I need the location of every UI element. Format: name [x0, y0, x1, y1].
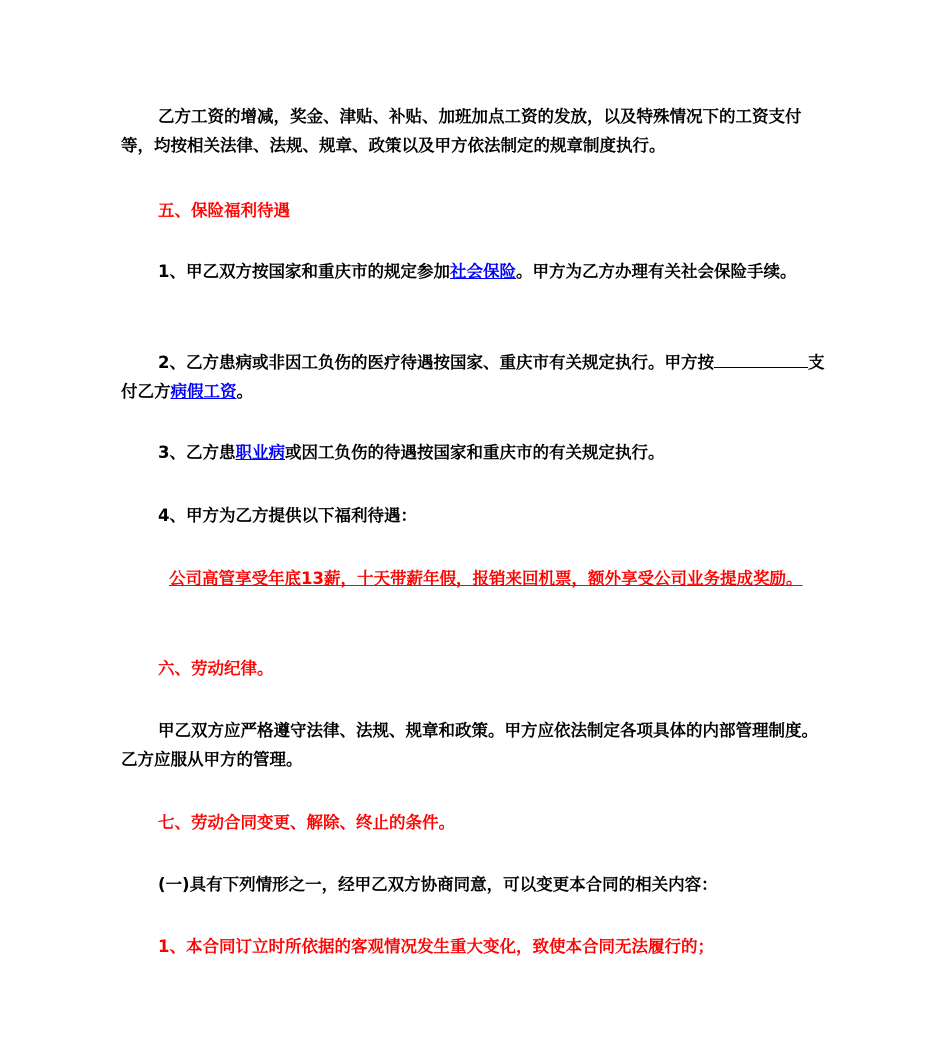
heading-contract-change-text: 七、劳动合同变更、解除、终止的条件。	[158, 813, 455, 832]
heading-contract-change	[121, 808, 833, 837]
item-social-insurance	[121, 257, 833, 286]
clause-1-item-1-text: 1、本合同订立时所依据的客观情况发生重大变化，致使本合同无法履行的；	[158, 937, 714, 956]
paragraph-wage	[121, 102, 833, 160]
heading-labor-discipline-text: 六、劳动纪律。	[158, 659, 274, 678]
heading-labor-discipline	[121, 654, 833, 683]
paragraph-wage-text: 乙方工资的增减，奖金、津贴、补贴、加班加点工资的发放，以及特殊情况下的工资支付等，均按相关法律、法规、规章、政策以及甲方依法制定的规章制度执行。	[121, 107, 802, 155]
item2-text-after: 。	[236, 382, 253, 401]
clause-1	[121, 870, 833, 899]
social-insurance-link[interactable]: 社会保险	[449, 262, 516, 281]
heading-insurance-welfare-text: 五、保险福利待遇	[158, 201, 290, 220]
clause-1-item-1	[121, 932, 833, 961]
item-sick-leave	[121, 348, 833, 406]
item3-text-before: 3、乙方患	[158, 443, 236, 462]
item-occupational-disease	[121, 438, 833, 467]
item2-text-before: 2、乙方患病或非因工负伤的医疗待遇按国家、重庆市有关规定执行。甲方按	[158, 353, 714, 372]
item1-text-before: 1、甲乙双方按国家和重庆市的规定参加	[158, 262, 450, 281]
paragraph-discipline	[121, 716, 833, 774]
heading-insurance-welfare	[121, 196, 833, 225]
blank-fill-line	[714, 349, 808, 368]
paragraph-discipline-text: 甲乙双方应严格遵守法律、法规、规章和政策。甲方应依法制定各项具体的内部管理制度。乙方应服从甲方的管理。	[121, 721, 818, 769]
item4-text: 4、甲方为乙方提供以下福利待遇：	[158, 506, 417, 525]
clause-1-text: (一)具有下列情形之一，经甲乙双方协商同意，可以变更本合同的相关内容：	[158, 875, 718, 894]
occupational-disease-link[interactable]: 职业病	[235, 443, 285, 462]
sick-leave-pay-link[interactable]: 病假工资	[170, 382, 237, 401]
welfare-details	[121, 564, 833, 593]
item3-text-after: 或因工负伤的待遇按国家和重庆市的有关规定执行。	[284, 443, 665, 462]
item1-text-after: 。甲方为乙方办理有关社会保险手续。	[515, 262, 797, 281]
item2-text-mid: 支付乙方	[121, 353, 825, 401]
item-welfare-intro	[121, 501, 833, 530]
welfare-details-text: 公司高管享受年底13薪，十天带薪年假，报销来回机票，额外享受公司业务提成奖励。	[169, 569, 803, 588]
